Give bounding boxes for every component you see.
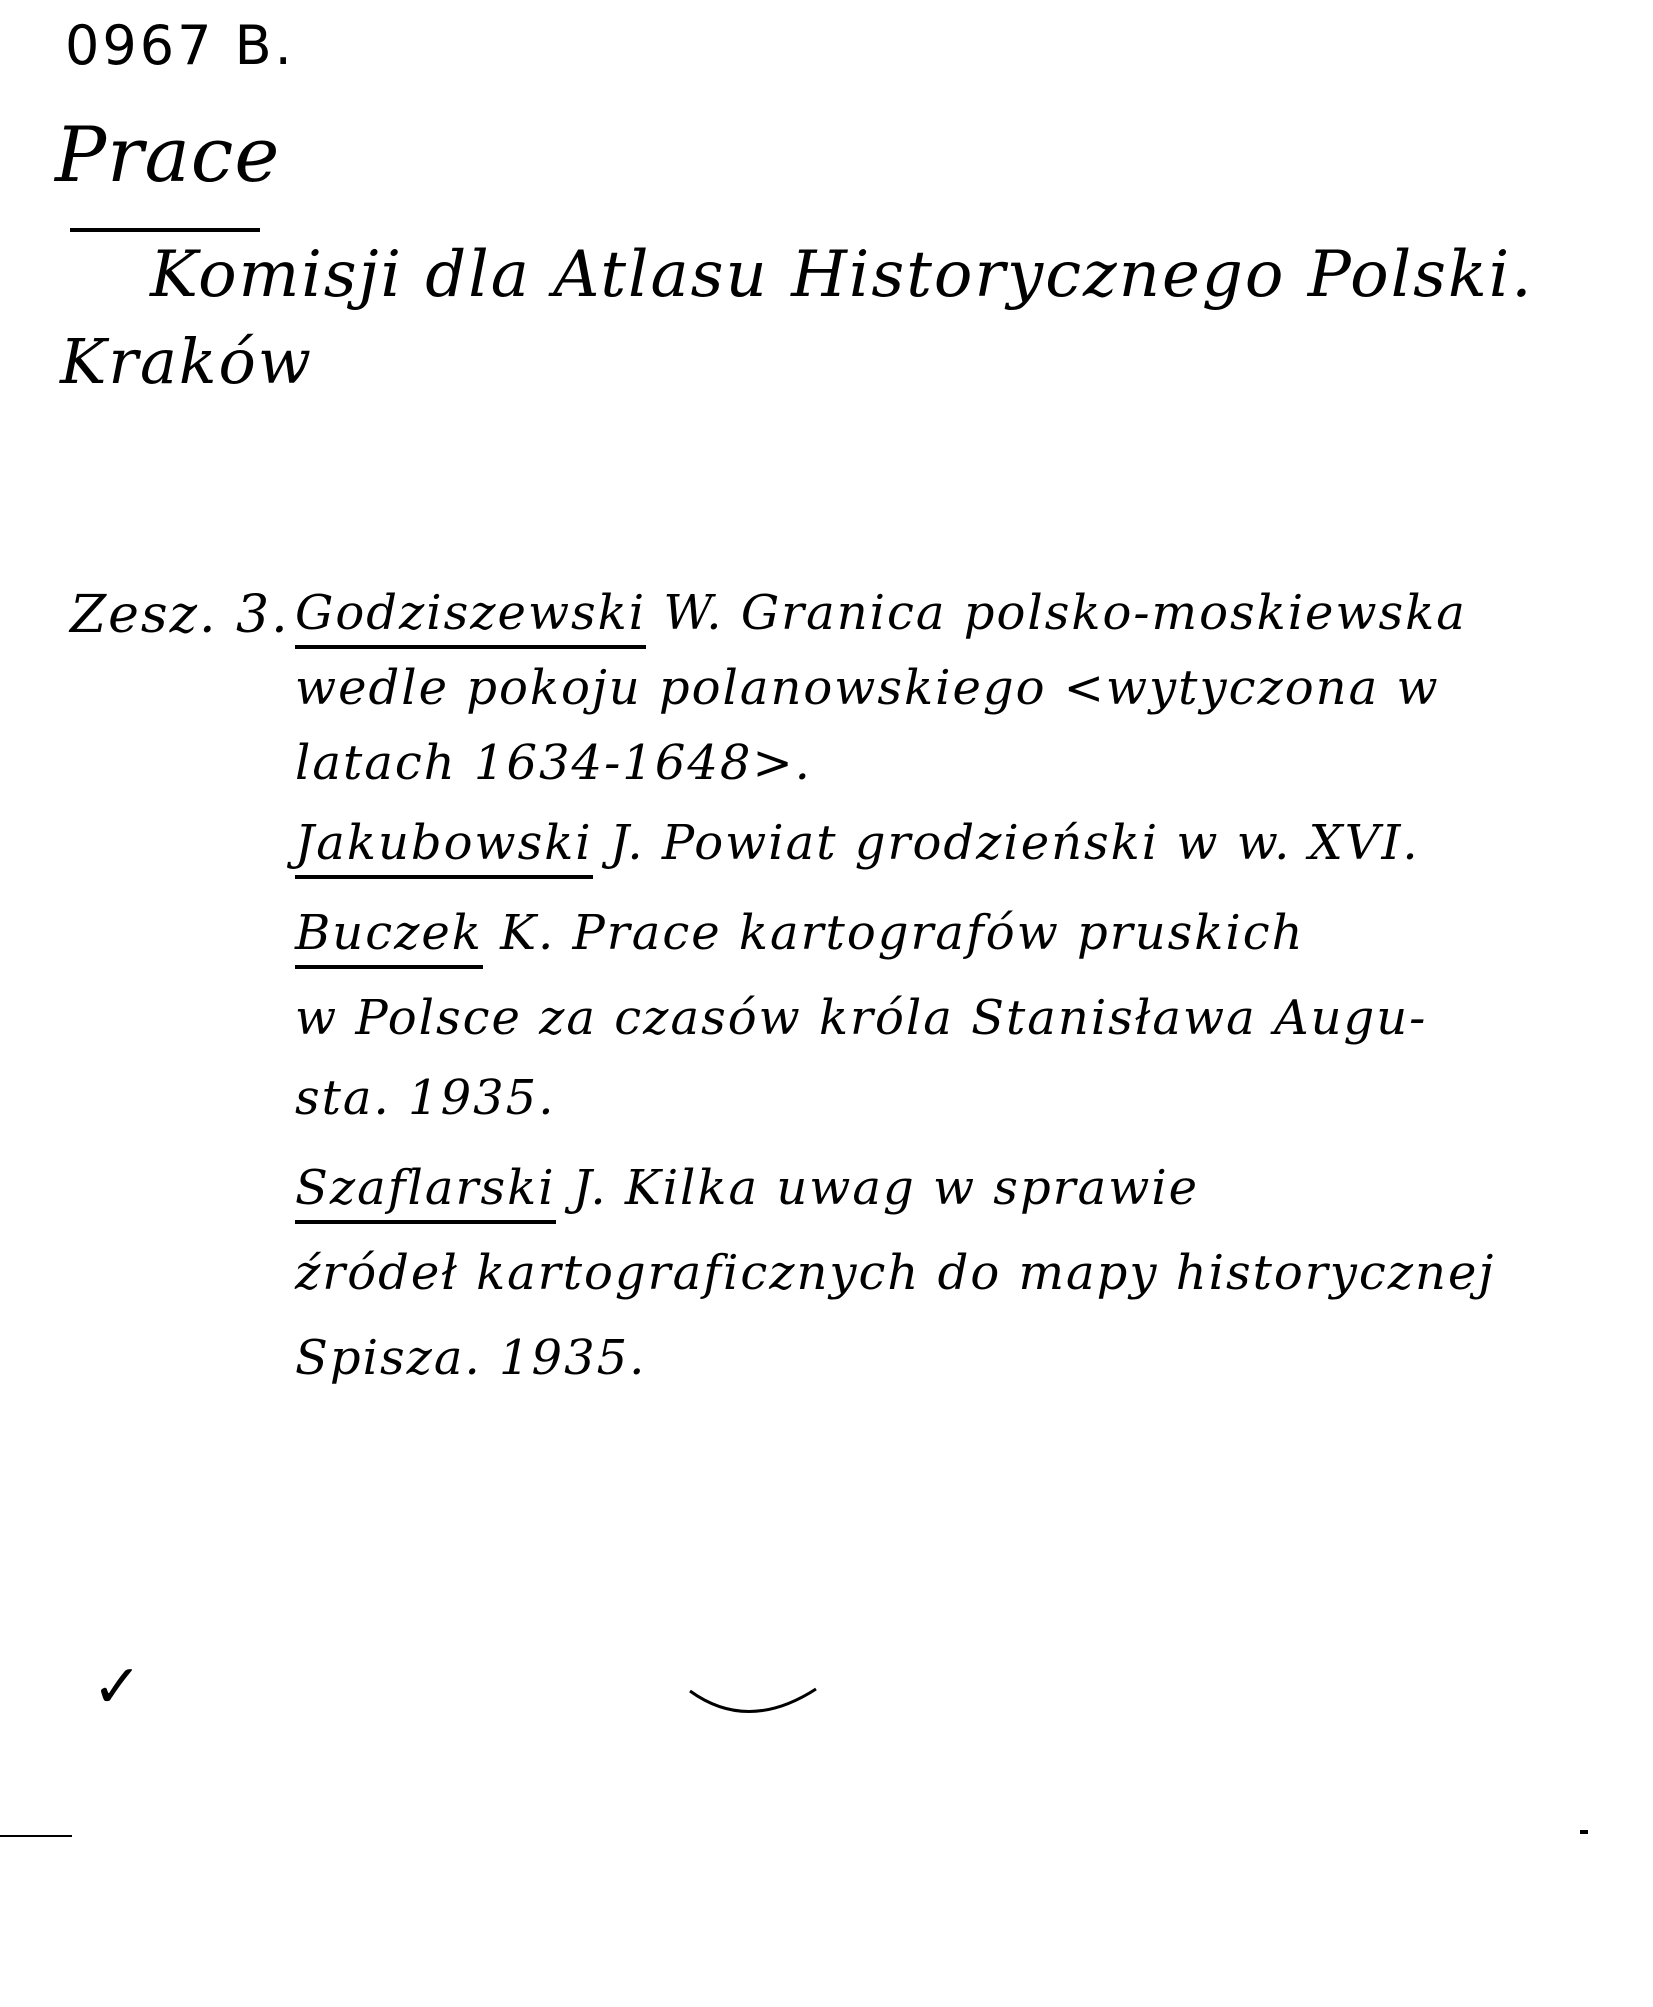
margin-dot — [1580, 1830, 1588, 1834]
entry-3-line-2: w Polsce za czasów króla Stanisława Augu- — [295, 990, 1428, 1046]
entry-1-line-1 — [295, 585, 1467, 649]
entry-4-text-1: J. Kilka uwag w sprawie — [555, 1160, 1200, 1216]
title-underline — [70, 228, 260, 232]
volume-label: Zesz. 3. — [70, 585, 290, 645]
entry-4-line-3: Spisza. 1935. — [295, 1330, 647, 1386]
entry-2-text-1: J. Powiat grodzieński w w. XVI. — [592, 815, 1420, 871]
entry-1-line-3: latach 1634-1648>. — [295, 735, 812, 791]
publication-place: Kraków — [60, 325, 313, 398]
entry-3-line-3: sta. 1935. — [295, 1070, 556, 1126]
series-title: Prace — [55, 110, 281, 199]
entry-1-line-2: wedle pokoju polanowskiego <wytyczona w — [295, 660, 1440, 716]
entry-4-line-1 — [295, 1160, 1199, 1224]
entry-2-author: Jakubowski — [295, 815, 593, 879]
series-subtitle: Komisji dla Atlasu Historycznego Polski. — [150, 238, 1534, 312]
entry-2-line-1 — [295, 815, 1420, 879]
check-mark: ✓ — [92, 1652, 143, 1722]
entry-3-line-1 — [295, 905, 1304, 969]
entry-1-text-1: W. Granica polsko-moskiewska — [646, 585, 1467, 641]
entry-1-author: Godziszewski — [295, 585, 646, 649]
entry-3-text-1: K. Prace kartografów pruskich — [482, 905, 1305, 961]
call-number: 0967 B. — [65, 14, 295, 77]
entry-4-line-2: źródeł kartograficznych do mapy historycznej — [295, 1245, 1496, 1301]
margin-dash — [0, 1835, 72, 1837]
entry-3-author: Buczek — [295, 905, 483, 969]
entry-4-author: Szaflarski — [295, 1160, 556, 1224]
pen-curve-mark — [688, 1685, 818, 1725]
